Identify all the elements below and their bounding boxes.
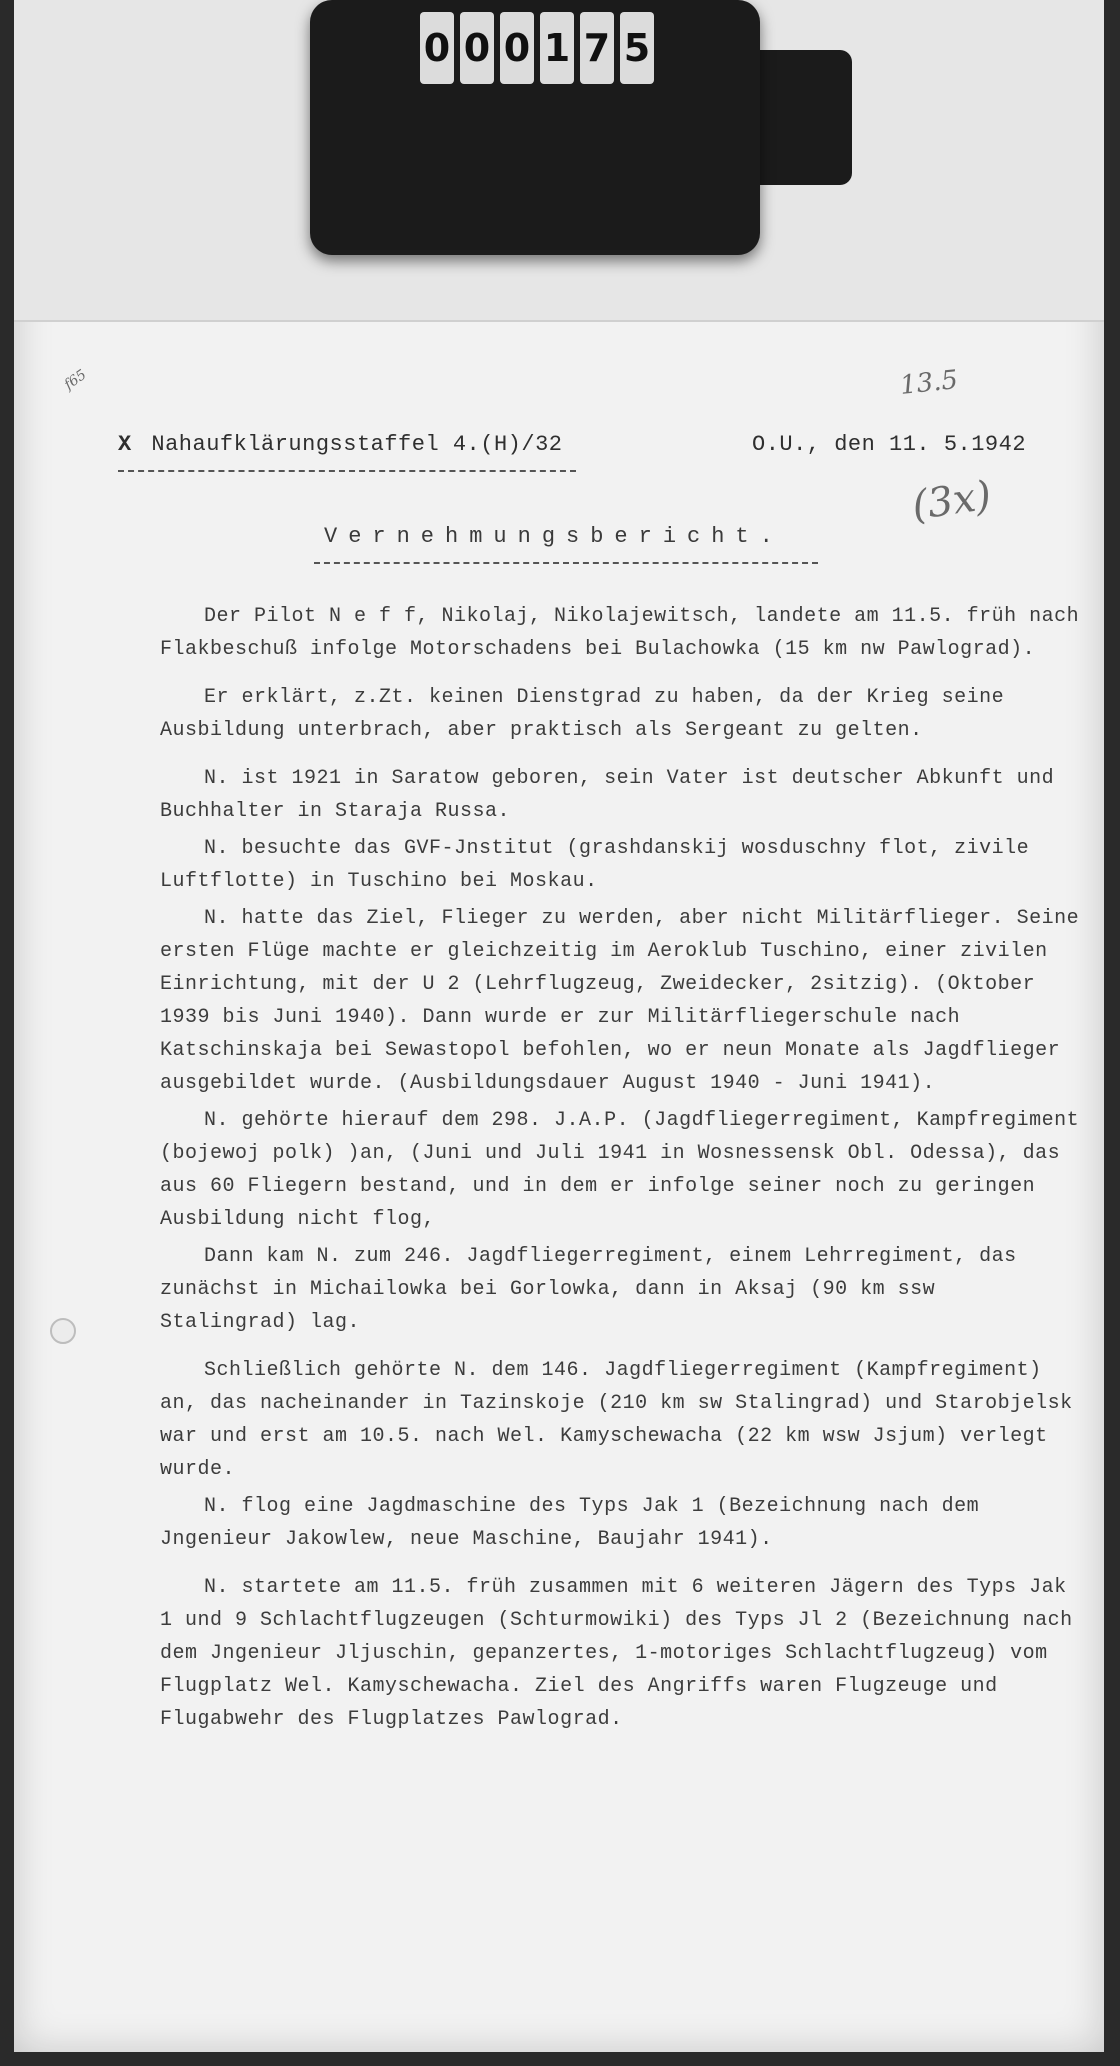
unit-name: Nahaufklärungsstaffel 4.(H)/32	[151, 432, 563, 457]
handwritten-bracket-note: (3x)	[909, 472, 995, 530]
paragraph: N. besuchte das GVF-Jnstitut (grashdanskij wosduschny flot, zivile Luftflotte) in Tuschino bei Moskau.	[160, 837, 1030, 893]
report-body	[160, 600, 1080, 1751]
handwritten-page-number: 13.5	[898, 365, 960, 401]
paragraph: N. startete am 11.5. früh zusammen mit 6 weiteren Jägern des Typs Jak 1 und 9 Schlachtflugzeugen (Schturmowiki) des Typs Jl 2 (Bezeichnung nach dem Jngenieur Jljuschin, gepanzertes, 1-motoriges Schlachtflugzeug) vom Flugplatz Wel. Kamyschewacha. Ziel des Angriffs waren Flugzeuge und Flugabwehr des Flugplatzes Pawlograd.	[160, 1576, 1073, 1731]
counter-digit: 1	[540, 12, 574, 84]
paragraph: N. gehörte hierauf dem 298. J.A.P. (Jagdfliegerregiment, Kampfregiment (bojewoj polk) )an, (Juni und Juli 1941 in Wosnessensk Obl. Odessa), das aus 60 Fliegern bestand, und in dem er infolge seiner noch zu geringen Ausbildung nicht flog,	[160, 1109, 1080, 1231]
paragraph: N. hatte das Ziel, Flieger zu werden, aber nicht Militärflieger. Seine ersten Flüge machte er gleichzeitig im Aeroklub Tuschino, einer zivilen Einrichtung, mit der U 2 (Lehrflugzeug, Zweidecker, 2sitzig). (Oktober 1939 bis Juni 1940). Dann wurde er zur Militärfliegerschule nach Katschinskaja bei Sewastopol befohlen, wo er neun Monate als Jagdflieger ausgebildet wurde. (Ausbildungsdauer August 1940 - Juni 1941).	[160, 907, 1080, 1095]
place-date: O.U., den 11. 5.1942	[752, 432, 1027, 457]
counter-digit: 0	[420, 12, 454, 84]
paragraph: N. ist 1921 in Saratow geboren, sein Vater ist deutscher Abkunft und Buchhalter in Staraja Russa.	[160, 767, 1055, 823]
paragraph: N. flog eine Jagdmaschine des Typs Jak 1 (Bezeichnung nach dem Jngenieur Jakowlew, neue Maschine, Baujahr 1941).	[160, 1495, 980, 1551]
counter-digit: 0	[460, 12, 494, 84]
document-title: Vernehmungsbericht.	[324, 524, 784, 549]
corner-scribble: f65	[61, 366, 90, 394]
paragraph: Er erklärt, z.Zt. keinen Dienstgrad zu haben, da der Krieg seine Ausbildung unterbrach, aber praktisch als Sergeant zu gelten.	[160, 686, 1005, 742]
paragraph: Schließlich gehörte N. dem 146. Jagdfliegerregiment (Kampfregiment) an, das nacheinander in Tazinskoje (210 km sw Stalingrad) und Starobjelsk war und erst am 10.5. nach Wel. Kamyschewacha (22 km wsw Jsjum) verlegt wurde.	[160, 1359, 1073, 1481]
counter-digit: 7	[580, 12, 614, 84]
paragraph: Der Pilot N e f f, Nikolaj, Nikolajewitsch, landete am 11.5. früh nach Flakbeschuß infolge Motorschadens bei Bulachowka (15 km nw Pawlograd).	[160, 605, 1080, 661]
counter-digit: 5	[620, 12, 654, 84]
paragraph: Dann kam N. zum 246. Jagdfliegerregiment, einem Lehrregiment, das zunächst in Michailowka bei Gorlowka, dann in Aksaj (90 km ssw Stalingrad) lag.	[160, 1245, 1017, 1334]
counter-digit: 0	[500, 12, 534, 84]
title-underline	[314, 562, 818, 564]
unit-heading	[118, 432, 562, 457]
unit-underline	[118, 470, 576, 472]
cross-mark: X	[118, 432, 132, 457]
